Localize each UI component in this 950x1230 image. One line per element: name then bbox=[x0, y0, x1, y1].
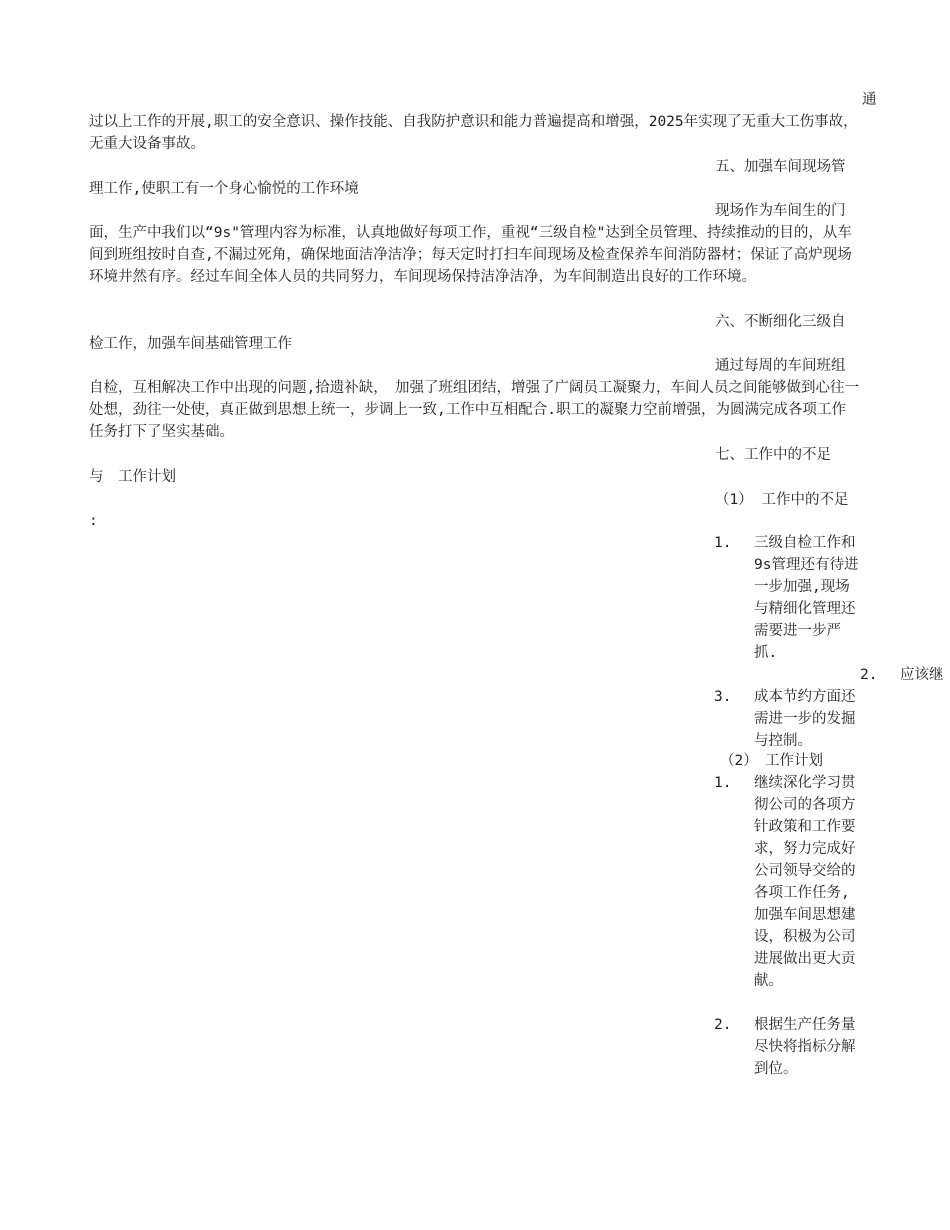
para1-lead: 通 bbox=[862, 92, 877, 108]
heading-6-part2: 检工作，加强车间基础管理工作 bbox=[89, 336, 292, 352]
heading-7-part2: 与 工作计划 bbox=[89, 469, 176, 485]
para2-lead: 现场作为车间生的门 bbox=[715, 203, 846, 219]
plan-1-text: 继续深化学习贯彻公司的各项方针政策和工作要求，努力完成好公司领导交给的各项工作任务,加强车间思想建设，积极为公司进展做出更大贡献。 bbox=[754, 775, 856, 989]
shortcoming-1-number: 1. bbox=[714, 535, 732, 551]
heading-5-part2: 理工作,使职工有一个身心愉悦的工作环境 bbox=[89, 181, 359, 197]
shortcoming-1-text: 三级自检工作和9s管理还有待进一步加强,现场与精细化管理还需要进一步严抓. bbox=[754, 535, 859, 661]
plan-2-number: 2. bbox=[714, 1017, 732, 1033]
heading-7-part1: 七、工作中的不足 bbox=[715, 447, 831, 463]
plan-1-number: 1. bbox=[714, 775, 732, 791]
para3-lead: 通过每周的车间班组 bbox=[715, 358, 846, 374]
subheading-work-plan: （2） 工作计划 bbox=[720, 753, 823, 769]
colon-mark: : bbox=[89, 513, 98, 529]
plan-2-text: 根据生产任务量尽快将指标分解到位。 bbox=[754, 1017, 856, 1077]
para1-body: 过以上工作的开展,职工的安全意识、操作技能、自我防护意识和能力普遍提高和增强，2025年实现了无重大工伤事故，无重大设备事故。 bbox=[89, 114, 858, 152]
shortcoming-2-number: 2. bbox=[860, 667, 878, 683]
shortcoming-3-number: 3. bbox=[714, 689, 732, 705]
heading-6-part1: 六、不断细化三级自 bbox=[715, 314, 846, 330]
heading-5-part1: 五、加强车间现场管 bbox=[715, 159, 846, 175]
shortcoming-2-text: 应该继 bbox=[900, 667, 944, 683]
para2-body: 面，生产中我们以“9s"管理内容为标准，认真地做好每项工作，重视“三级自检"达到全员管理、持续推动的目的，从车间到班组按时自查,不漏过死角，确保地面洁净洁净；每天定时打扫车间现场及检查保养车间消防器材；保证了高炉现场环境井然有序。经过车间全体人员的共同努力，车间现场保持洁净洁净，为车间制造出良好的工作环境。 bbox=[89, 225, 852, 285]
para3-body: 自检，互相解决工作中出现的问题,拾遗补缺， 加强了班组团结，增强了广阔员工凝聚力，车间人员之间能够做到心往一处想，劲往一处使，真正做到思想上统一，步调上一致,工作中互相配合.职工的凝聚力空前增强，为圆满完成各项工作任务打下了坚实基础。 bbox=[89, 380, 859, 440]
subheading-shortcomings: （1） 工作中的不足 bbox=[715, 492, 849, 508]
shortcoming-3-text: 成本节约方面还需进一步的发掘与控制。 bbox=[754, 689, 856, 749]
